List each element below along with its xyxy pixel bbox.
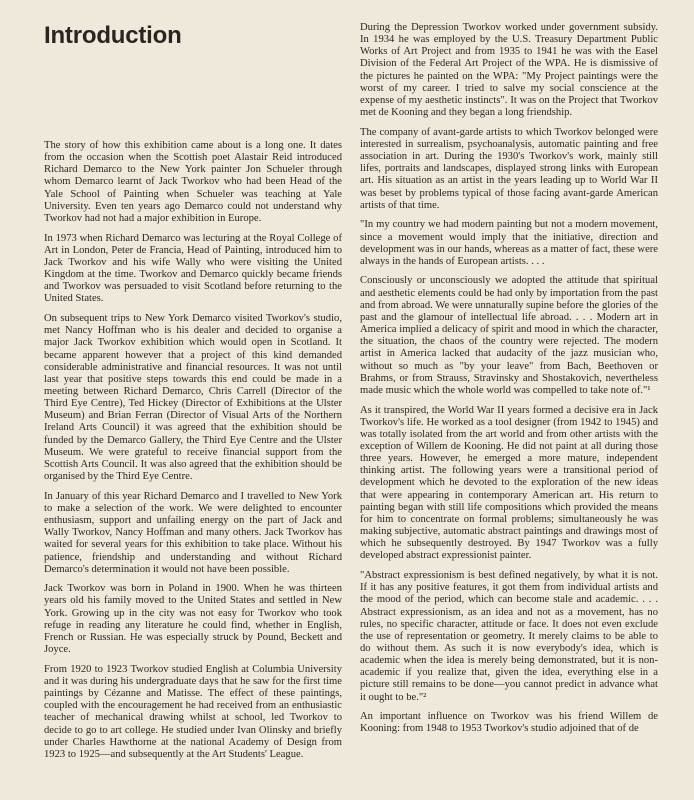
paragraph: The story of how this exhibition came about is a long one. It dates from the occasion when the Scottish poet Alastair Reid introduced Richard Demarco to the New York painter Jon Schueler through whom Demarco learnt of Jack Tworkov who had been Head of the Yale School of Painting when Schueler was teaching at Yale University. Even ten years ago Demarco could not understand why Tworkov had not had a major exhibition in Europe.	[44, 140, 342, 224]
paragraph: An important influence on Tworkov was his friend Willem de Kooning: from 1948 to 1953 Tworkov's studio adjoined that of de	[360, 711, 658, 735]
quote-paragraph: "Abstract expressionism is best defined negatively, by what it is not. If it has any positive features, it got them from individual artists and the mood of the period, which can become stale and academic. . . . Abstract expressionism, as an idea and not as a movement, has no rules, no specific character, attitude or face. It does not even exclude the use of representation or geometry. It merely claims to be able to do without them. As such it is now everybody's idea, which is academic when the idea is merely being demonstrated, but it is non-academic if you realize that, given the idea, everything else in a picture still remains to be done—you cannot predict in advance what it ought to be."²	[360, 570, 658, 703]
paragraph: As it transpired, the World War II years formed a decisive era in Jack Tworkov's life. He worked as a tool designer (from 1942 to 1945) and was totally isolated from the art world and from other artists with the exception of Willem de Kooning. He did not paint at all during those three years. However, he emerged a more mature, independent thinking artist. The following years were a transitional period of development which he devoted to the exploration of the new ideas that were appearing in contemporary American art. His return to painting began with still life compositions which provided the means for him to concentrate on formal problems; simultaneously he was making subjective, automatic abstract paintings and drawings most of which he subsequently destroyed. By 1947 Tworkov was a fully developed abstract expressionist painter.	[360, 404, 658, 562]
paragraph: In 1973 when Richard Demarco was lecturing at the Royal College of Art in London, Peter de Francia, Head of Painting, introduced him to Jack Tworkov and his wife Wally who were visiting the United Kingdom at the time. Tworkov and Demarco quickly became friends and Tworkov was persuaded to visit Scotland before returning to the United States.	[44, 232, 342, 305]
paragraph: In January of this year Richard Demarco and I travelled to New York to make a selection of the work. We were delighted to encounter enthusiasm, support and unfailing energy on the part of Jack and Wally Tworkov, Nancy Hoffman and many others. Jack Tworkov has waited for several years for this exhibition to take place. Without his patience, friendship and understanding and without Richard Demarco's determination it would not have been possible.	[44, 490, 342, 575]
quote-paragraph: "In my country we had modern painting but not a modern movement, since a movement would imply that the initiative, direction and development was in our hands, whereas as a matter of fact, these were always in the hands of European artists. . . .	[360, 219, 658, 267]
paragraph: The company of avant-garde artists to which Tworkov belonged were interested in surrealism, psychoanalysis, automatic painting and free association in art. During the 1930's Tworkov's work, mainly still lifes, portraits and landscapes, displayed strong links with European art. His situation as an artist in the years leading up to World War II was beset by problems typical of those facing avant-garde American artists of that time.	[360, 126, 658, 211]
right-column	[360, 22, 658, 743]
left-column	[44, 140, 342, 769]
paragraph: Jack Tworkov was born in Poland in 1900. When he was thirteen years old his family moved to the United States and settled in New York. Growing up in the city was not easy for Tworkov who took refuge in reading any literature he could find, whether in English, French or Russian. He was especially struck by Pound, Beckett and Joyce.	[44, 583, 342, 656]
quote-paragraph: Consciously or unconsciously we adopted the attitude that spiritual and aesthetic elements could be had only by importation from the past and from abroad. We were unnaturally supine before the glories of the past and the glamour of intellectual life abroad. . . . Modern art in America implied a delicacy of spirit and mood in which the character, the situation, the chaos of the country were rejected. The modern artist in America lacked that audacity of the jazz musician who, without so much as "by your leave" from Bach, Beethoven or Brahms, or from Strauss, Stravinsky and Shostakovich, nevertheless made music which the whole world was compelled to take note of."¹	[360, 275, 658, 396]
paragraph: From 1920 to 1923 Tworkov studied English at Columbia University and it was during his undergraduate days that he saw for the first time paintings by Cézanne and Matisse. The effect of these paintings, coupled with the encouragement he had received from an enthusiastic teacher of mechanical drawing whilst at school, led Tworkov to decide to go to art college. He studied under Ivan Olinsky and briefly under Charles Hawthorne at the national Academy of Design from 1923 to 1925—and subsequently at the Art Students' League.	[44, 663, 342, 760]
paragraph: During the Depression Tworkov worked under government subsidy. In 1934 he was employed by the U.S. Treasury Department Public Works of Art Project and from 1935 to 1941 he was with the Easel Division of the Federal Art Project of the WPA. He is dismissive of the pictures he painted on the WPA: "My Project paintings were the worst of my career. I tried to salve my social conscience at the expense of my aesthetic instincts". It was on the Project that Tworkov met de Kooning and they began a long friendship.	[360, 22, 658, 119]
page-title: Introduction	[44, 22, 182, 49]
paragraph: On subsequent trips to New York Demarco visited Tworkov's studio, met Nancy Hoffman who is his dealer and decided to organise a major Jack Tworkov exhibition which would open in Scotland. It became apparent however that a project of this kind demanded considerable administrative and financial resources. It was not until last year that positive steps towards this end could be made in a meeting between Richard Demarco, Chris Carrell (Director of the Third Eye Centre), Ted Hickey (Director of Exhibitions at the Ulster Museum) and Brian Ferran (Director of Visual Arts of the Northern Ireland Arts Council) it was agreed that the exhibition should be funded by the Demarco Gallery, the Third Eye Centre and the Ulster Museum. We were grateful to receive financial support from the Scottish Arts Council. It was also agreed that the exhibition should be organised by the Third Eye Centre.	[44, 313, 342, 483]
